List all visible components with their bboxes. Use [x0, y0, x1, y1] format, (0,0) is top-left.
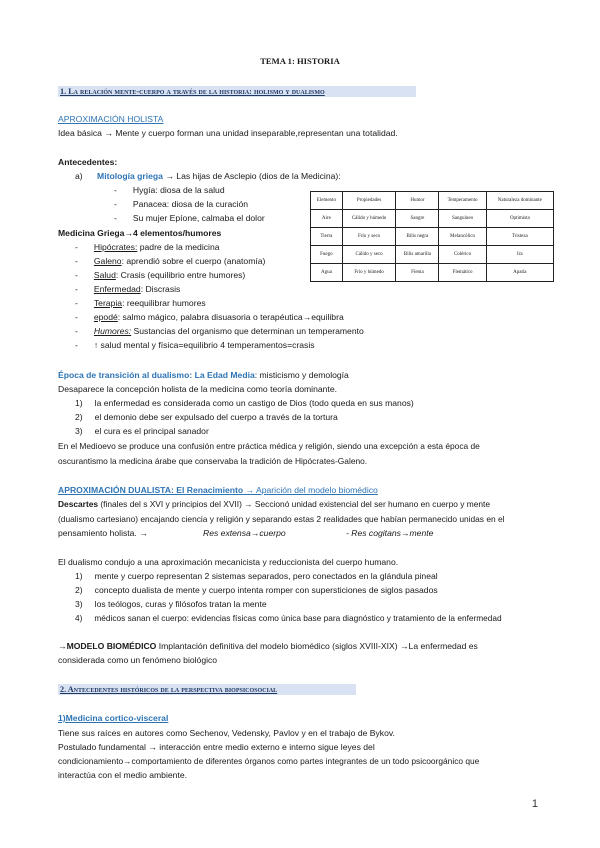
table-cell: Tierra: [311, 228, 343, 246]
transition-heading: Época de transición al dualismo: La Edad Media: misticismo y demología: [58, 370, 349, 380]
res-cogitans: - Res cogitans→mente: [346, 528, 434, 538]
descartes-line: pensamiento holista. →: [58, 528, 148, 538]
table-row: [311, 246, 554, 264]
daughter-item: - Hygía: diosa de la salud: [114, 185, 225, 195]
dualist-item: 4) médicos sanan el cuerpo: evidencias físicas como única base para diagnóstico y tratamiento de la enfermedad: [75, 613, 502, 623]
greek-item: - Galeno: aprendió sobre el cuerpo (anatomía): [75, 256, 266, 266]
table-cell: Elemento: [311, 192, 343, 210]
greek-item: - Salud: Crasis (equilibrio entre humores): [75, 270, 246, 280]
table-cell: Sanguíneo: [439, 210, 486, 228]
transition-paragraph: oscurantismo la medicina árabe que conservaba la tradición de Hipócrates-Galeno.: [58, 456, 368, 466]
page-number: 1: [531, 798, 538, 810]
greek-item: - epodé: salmo mágico, palabra disuasoria o terapéutica→equilibra: [75, 312, 344, 322]
biomedical-model: →MODELO BIOMÉDICO Implantación definitiva del modelo biomédico (siglos XVIII-XIX) →La enfermedad es: [58, 641, 478, 651]
transition-item: 1) la enfermedad es considerada como un castigo de Dios (todo queda en sus manos): [75, 398, 414, 408]
section-1-heading: 1. La relación mente-cuerpo a través de la historia: holismo y dualismo: [58, 86, 416, 97]
table-cell: Cálido y húmedo: [342, 210, 396, 228]
table-cell: Colérico: [439, 246, 486, 264]
greek-item: - Hipócrates: padre de la medicina: [75, 242, 220, 252]
cortico-visceral-heading: 1)Medicina cortico-visceral: [58, 713, 169, 723]
table-cell: Fuego: [311, 246, 343, 264]
table-cell: Agua: [311, 264, 343, 282]
section-2-heading: 2. Antecedentes históricos de la perspectiva biopsicosocial: [58, 684, 356, 695]
descartes-line: (dualismo cartesiano) encajando ciencia y religión y separando estas 2 realidades que habían permanecido unidas en el: [58, 514, 505, 524]
page-title: TEMA 1: HISTORIA: [260, 56, 340, 66]
holistic-heading: APROXIMACIÓN HOLISTA: [58, 114, 164, 124]
dualist-item: 2) concepto dualista de mente y cuerpo intenta romper con supersticiones de siglos pasados: [75, 585, 438, 595]
antecedentes-label: Antecedentes:: [58, 157, 118, 167]
biomedical-model-line2: considerada como un fenómeno biológico: [58, 655, 218, 665]
daughter-item: - Panacea: diosa de la curación: [114, 199, 249, 209]
daughter-item: - Su mujer Epíone, calmaba el dolor: [114, 213, 265, 223]
dualist-item: 1) mente y cuerpo representan 2 sistemas separados, pero conectados en la glándula pineal: [75, 571, 438, 581]
antecedentes-item-a: a) Mitología griega → Las hijas de Asclepio (dios de la Medicina):: [75, 171, 341, 181]
transition-paragraph: En el Medioevo se produce una confusión entre práctica médica y religión, siendo una excepción a esta época de: [58, 441, 480, 451]
table-cell: Temperamento: [439, 192, 486, 210]
section-2-text: interactúa con el medio ambiente.: [58, 770, 187, 780]
transition-item: 2) el demonio debe ser expulsado del cuerpo a través de la tortura: [75, 412, 338, 422]
table-row: [311, 210, 554, 228]
greek-medicine-heading: Medicina Griega→4 elementos/humores: [58, 228, 222, 238]
transition-intro: Desaparece la concepción holista de la medicina como teoría dominante.: [58, 384, 337, 394]
table-cell: Frío y húmedo: [342, 264, 396, 282]
table-row: [311, 264, 554, 282]
table-cell: Cálido y seco: [342, 246, 396, 264]
section-2-text: Postulado fundamental → interacción entre medio externo e interno sigue leyes del: [58, 742, 375, 752]
dualist-item: 3) los teólogos, curas y filósofos tratan la mente: [75, 599, 267, 609]
humors-table: [310, 191, 554, 282]
table-cell: Optimista: [486, 210, 553, 228]
holistic-idea: Idea básica → Mente y cuerpo forman una unidad inseparable,representan una totalidad.: [58, 128, 398, 138]
table-cell: Sangre: [396, 210, 439, 228]
dualist-heading: APROXIMACIÓN DUALISTA: El Renacimiento → Aparición del modelo biomédico: [58, 485, 378, 495]
table-cell: Frío y seco: [342, 228, 396, 246]
greek-item: - Terapia: reequilibrar humores: [75, 298, 206, 308]
greek-item: - ↑ salud mental y física=equilibrio 4 temperamentos=crasis: [75, 340, 315, 350]
section-2-text: condicionamiento→comportamiento de diferentes órganos como partes integrantes de un todo psicoorgánico que: [58, 756, 480, 766]
greek-item: - Humores: Sustancias del organismo que determinan un temperamento: [75, 326, 364, 336]
section-2-text: Tiene sus raíces en autores como Sechenov, Vedensky, Pavlov y en el trabajo de Bykov.: [58, 728, 395, 738]
descartes-line: Descartes (finales del s XVI y principios del XVII) → Seccionó unidad existencial del ser humano en cuerpo y mente: [58, 499, 491, 509]
table-cell: Ira: [486, 246, 553, 264]
table-cell: Apatía: [486, 264, 553, 282]
table-cell: Bilis negra: [396, 228, 439, 246]
table-cell: Tristeza: [486, 228, 553, 246]
dualist-intro: El dualismo condujo a una aproximación mecanicista y reduccionista del cuerpo humano.: [58, 557, 399, 567]
table-cell: Flemático: [439, 264, 486, 282]
table-cell: Bilis amarilla: [396, 246, 439, 264]
transition-item: 3) el cura es el principal sanador: [75, 426, 209, 436]
table-cell: Humor: [396, 192, 439, 210]
table-cell: Melancólico: [439, 228, 486, 246]
res-extensa: Res extensa→cuerpo: [203, 528, 286, 538]
table-cell: Aire: [311, 210, 343, 228]
table-cell: Naturaleza dominante: [486, 192, 553, 210]
greek-item: - Enfermedad: Discrasis: [75, 284, 181, 294]
table-row: [311, 192, 554, 210]
table-cell: Propiedades: [342, 192, 396, 210]
table-row: [311, 228, 554, 246]
table-cell: Flema: [396, 264, 439, 282]
